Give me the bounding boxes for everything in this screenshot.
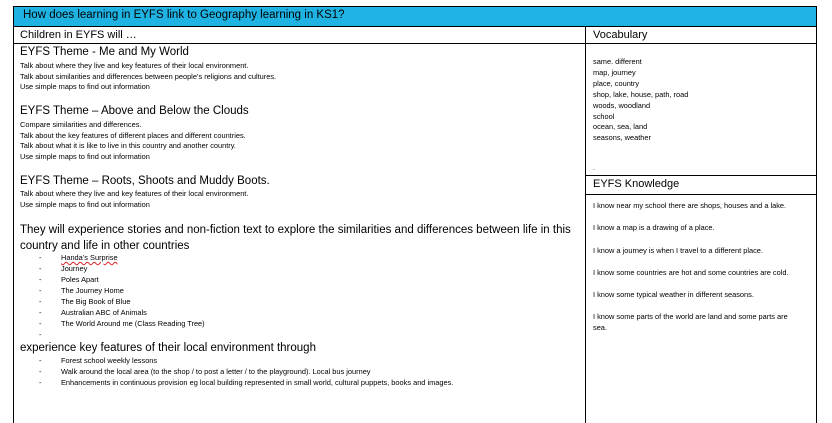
vocabulary-heading: Vocabulary xyxy=(593,29,648,41)
page-title: How does learning in EYFS link to Geography learning in KS1? xyxy=(23,9,345,21)
theme-1-line: Talk about similarities and differences between people’s religions and cultures. xyxy=(20,71,277,81)
vocabulary-list xyxy=(593,57,688,144)
list-item: - Journey xyxy=(39,264,88,273)
knowledge-item: I know some typical weather in different seasons. xyxy=(593,290,754,299)
list-item: same. different xyxy=(593,57,642,66)
stories-list: - Handa’s Surprise - Journey - Poles Apart - The Journey Home - The Big Book of Blue - Australian ABC of Animals - The World Around me (Class Reading Tree) - xyxy=(39,253,205,339)
header-divider xyxy=(13,43,817,44)
right-column-divider xyxy=(585,175,817,176)
theme-title-3: EYFS Theme – Roots, Shoots and Muddy Boots. xyxy=(20,175,270,187)
list-item: - Australian ABC of Animals xyxy=(39,308,147,317)
local-environment-list xyxy=(39,355,454,388)
knowledge-item: I know a journey is when I travel to a different place. xyxy=(593,246,763,255)
list-item: school xyxy=(593,111,615,121)
stories-heading-line: They will experience stories and non-fiction text to explore the similarities and differences between life in this xyxy=(20,224,571,236)
theme-1-text xyxy=(20,61,276,93)
theme-2-line: Use simple maps to find out information xyxy=(20,152,150,162)
list-item: - The Journey Home xyxy=(39,286,124,295)
title-bar-right-cell xyxy=(585,6,817,27)
list-item: seasons, weather xyxy=(593,133,651,143)
list-item: shop, lake, house, path, road xyxy=(593,89,689,99)
knowledge-item-line: I know some parts of the world are land and some parts are xyxy=(593,312,788,321)
list-item: - Enhancements in continuous provision eg local building represented in small world, cultural puppets, books and images. xyxy=(39,378,454,387)
list-item: - Handa’s Surprise xyxy=(39,253,118,262)
knowledge-item-line: sea. xyxy=(593,322,607,332)
local-environment-heading: experience key features of their local environment through xyxy=(20,342,316,354)
theme-3-line: Use simple maps to find out information xyxy=(20,199,150,209)
list-item: map, journey xyxy=(593,67,636,77)
theme-2-line: Compare similarities and differences. xyxy=(20,120,142,129)
theme-3-text xyxy=(20,189,248,210)
theme-3-line: Talk about where they live and key features of their local environment. xyxy=(20,189,249,198)
list-item: - The Big Book of Blue xyxy=(39,297,131,306)
theme-title-1: EYFS Theme - Me and My World xyxy=(20,46,189,58)
list-item: - Forest school weekly lessons xyxy=(39,356,158,365)
stories-heading xyxy=(20,222,571,254)
list-item: ocean, sea, land xyxy=(593,122,648,132)
list-item: - The World Around me (Class Reading Tree) xyxy=(39,319,205,328)
list-item: place, country xyxy=(593,78,640,88)
theme-1-line: Talk about where they live and key features of their local environment. xyxy=(20,61,249,70)
theme-2-text xyxy=(20,120,246,163)
knowledge-item: I know a map is a drawing of a place. xyxy=(593,223,715,232)
stray-dot: . xyxy=(593,163,596,172)
knowledge-item: I know some countries are hot and some countries are cold. xyxy=(593,268,789,277)
list-item: woods, woodland xyxy=(593,100,651,110)
knowledge-heading: EYFS Knowledge xyxy=(593,178,680,190)
knowledge-item xyxy=(593,312,788,333)
theme-1-line: Use simple maps to find out information xyxy=(20,82,150,92)
list-item: - Poles Apart xyxy=(39,275,99,284)
children-heading: Children in EYFS will … xyxy=(20,29,137,41)
theme-2-line: Talk about the key features of different places and different countries. xyxy=(20,130,246,140)
title-bar xyxy=(13,6,586,27)
list-item: - Walk around the local area (to the shop / to post a letter / to the playground). Local bus journey xyxy=(39,367,371,376)
knowledge-heading-divider xyxy=(585,194,817,195)
stories-heading-line: country and life in other countries xyxy=(20,240,190,252)
theme-2-line: Talk about what it is like to live in this country and another country. xyxy=(20,141,236,151)
knowledge-item: I know near my school there are shops, houses and a lake. xyxy=(593,201,787,210)
theme-title-2: EYFS Theme – Above and Below the Clouds xyxy=(20,105,249,117)
